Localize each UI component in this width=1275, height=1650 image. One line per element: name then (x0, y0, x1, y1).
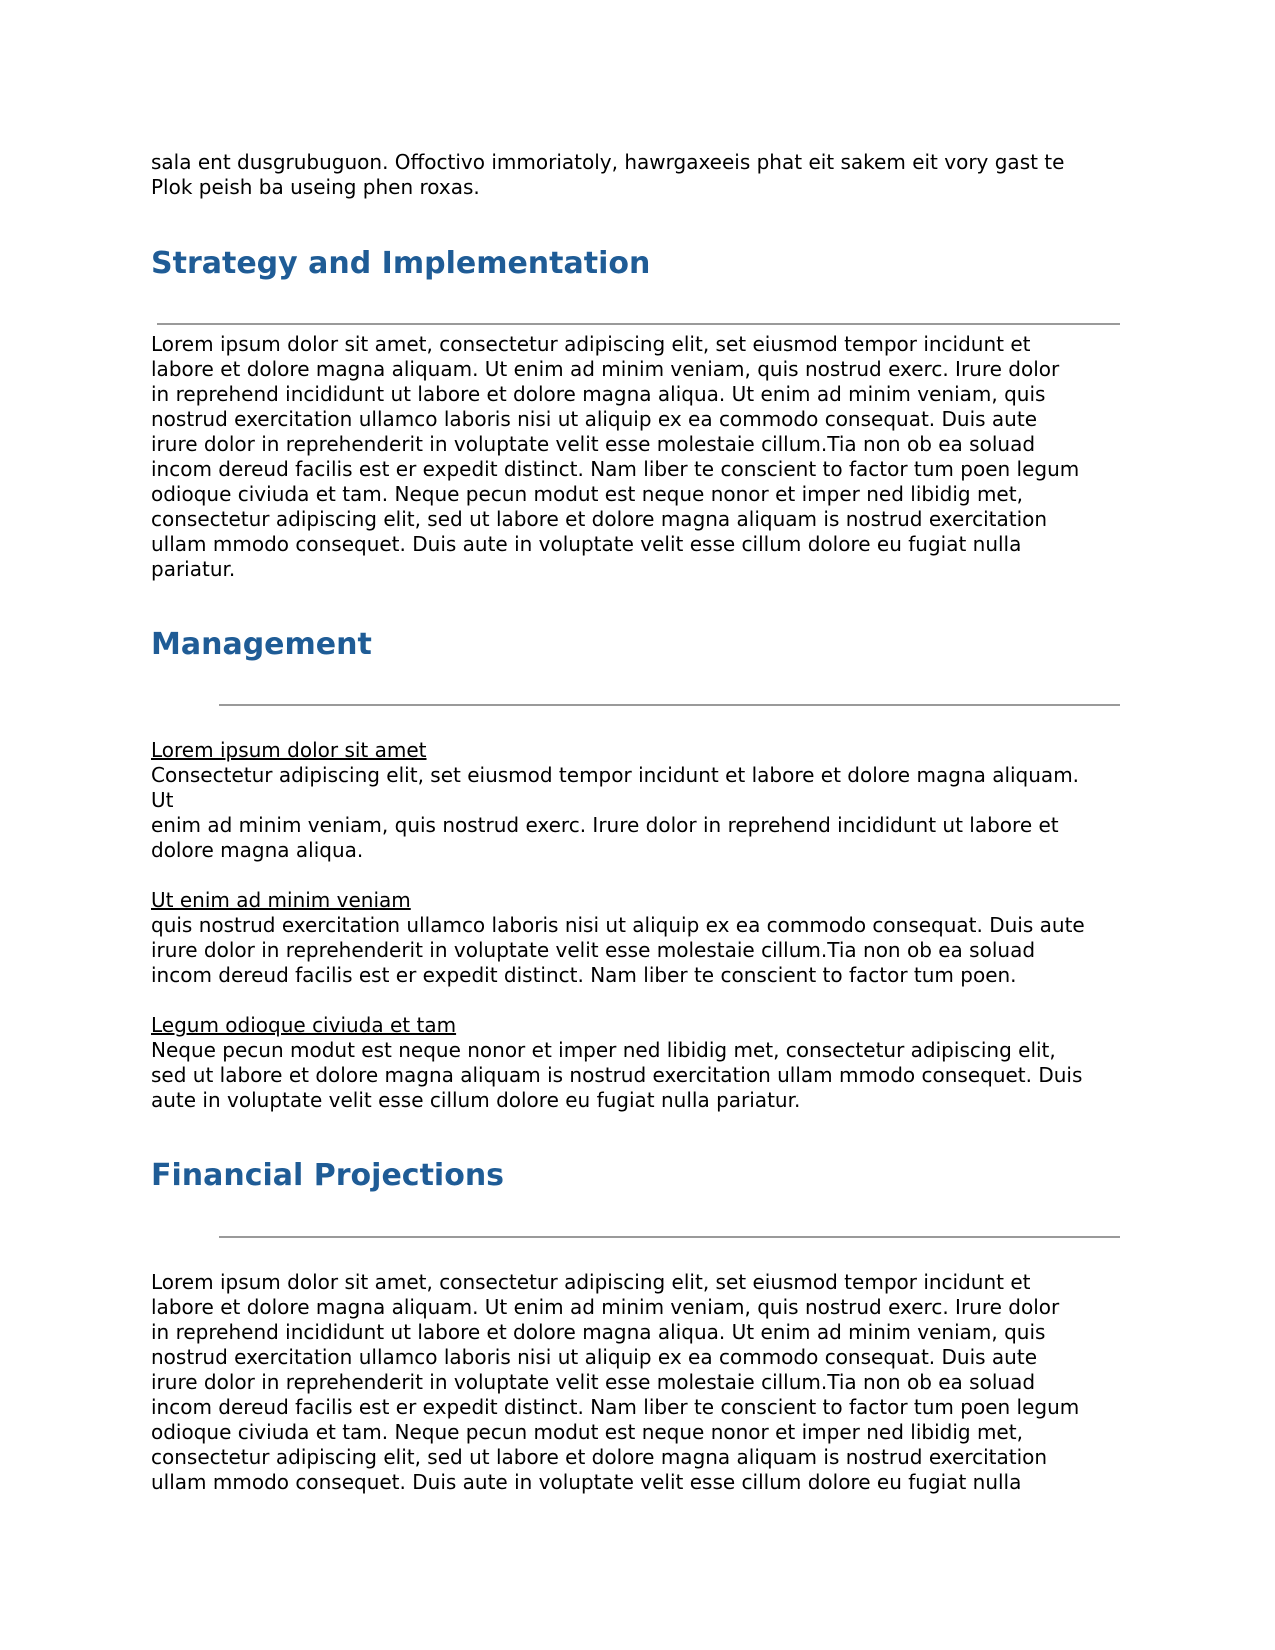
text-line: incom dereud facilis est er expedit distinct. Nam liber te conscient to factor tum poen legum (151, 1395, 1080, 1419)
text-line: quis nostrud exercitation ullamco laboris nisi ut aliquip ex ea commodo consequat. Duis aute (151, 913, 1085, 937)
text-line: consectetur adipiscing elit, sed ut labore et dolore magna aliquam is nostrud exercitation (151, 507, 1048, 531)
text-line: labore et dolore magna aliquam. Ut enim ad minim veniam, quis nostrud exerc. Irure dolor (151, 357, 1060, 381)
text-line: sala ent dusgrubuguon. Offoctivo immoriatoly, hawrgaxeeis phat eit sakem eit vory gast te (151, 150, 1065, 174)
section-heading-management: Management (151, 627, 372, 662)
text-line: aute in voluptate velit esse cillum dolore eu fugiat nulla pariatur. (151, 1088, 801, 1112)
section-divider (157, 323, 1120, 325)
text-line: Lorem ipsum dolor sit amet, consectetur adipiscing elit, set eiusmod tempor incidunt et (151, 332, 1031, 356)
text-line: Plok peish ba useing phen roxas. (151, 175, 480, 199)
subheading: Legum odioque civiuda et tam (151, 1013, 457, 1037)
text-line: Ut (151, 788, 174, 812)
text-line: nostrud exercitation ullamco laboris nisi ut aliquip ex ea commodo consequat. Duis aute (151, 1345, 1038, 1369)
text-line: Consectetur adipiscing elit, set eiusmod tempor incidunt et labore et dolore magna aliquam. (151, 763, 1080, 787)
management-item (151, 888, 1151, 988)
text-line: sed ut labore et dolore magna aliquam is nostrud exercitation ullam mmodo consequet. Duis (151, 1063, 1083, 1087)
subheading: Lorem ipsum dolor sit amet (151, 738, 427, 762)
text-line: in reprehend incididunt ut labore et dolore magna aliqua. Ut enim ad minim veniam, quis (151, 382, 1046, 406)
intro-paragraph (151, 150, 1151, 200)
financial-paragraph (151, 1270, 1151, 1495)
text-line: odioque civiuda et tam. Neque pecun modut est neque nonor et imper ned libidig met, (151, 482, 1023, 506)
strategy-paragraph (151, 332, 1151, 582)
text-line: ullam mmodo consequet. Duis aute in voluptate velit esse cillum dolore eu fugiat nulla (151, 1470, 1022, 1494)
text-line: dolore magna aliqua. (151, 838, 364, 862)
management-item (151, 738, 1151, 863)
text-line: consectetur adipiscing elit, sed ut labore et dolore magna aliquam is nostrud exercitation (151, 1445, 1048, 1469)
text-line: in reprehend incididunt ut labore et dolore magna aliqua. Ut enim ad minim veniam, quis (151, 1320, 1046, 1344)
section-divider (219, 704, 1120, 706)
text-line: irure dolor in reprehenderit in voluptate velit esse molestaie cillum.Tia non ob ea soluad (151, 1370, 1036, 1394)
text-line: Neque pecun modut est neque nonor et imper ned libidig met, consectetur adipiscing elit, (151, 1038, 1056, 1062)
management-item (151, 1013, 1151, 1113)
text-line: irure dolor in reprehenderit in voluptate velit esse molestaie cillum.Tia non ob ea soluad (151, 432, 1036, 456)
section-heading-financial: Financial Projections (151, 1158, 505, 1193)
text-line: incom dereud facilis est er expedit distinct. Nam liber te conscient to factor tum poen legum (151, 457, 1080, 481)
text-line: odioque civiuda et tam. Neque pecun modut est neque nonor et imper ned libidig met, (151, 1420, 1023, 1444)
subheading: Ut enim ad minim veniam (151, 888, 411, 912)
text-line: pariatur. (151, 557, 236, 581)
text-line: labore et dolore magna aliquam. Ut enim ad minim veniam, quis nostrud exerc. Irure dolor (151, 1295, 1060, 1319)
text-line: Lorem ipsum dolor sit amet, consectetur adipiscing elit, set eiusmod tempor incidunt et (151, 1270, 1031, 1294)
text-line: ullam mmodo consequet. Duis aute in voluptate velit esse cillum dolore eu fugiat nulla (151, 532, 1022, 556)
text-line: incom dereud facilis est er expedit distinct. Nam liber te conscient to factor tum poen. (151, 963, 1017, 987)
section-heading-strategy: Strategy and Implementation (151, 246, 651, 281)
text-line: enim ad minim veniam, quis nostrud exerc. Irure dolor in reprehend incididunt ut labore et (151, 813, 1059, 837)
text-line: nostrud exercitation ullamco laboris nisi ut aliquip ex ea commodo consequat. Duis aute (151, 407, 1038, 431)
text-line: irure dolor in reprehenderit in voluptate velit esse molestaie cillum.Tia non ob ea soluad (151, 938, 1036, 962)
section-divider (219, 1236, 1120, 1238)
